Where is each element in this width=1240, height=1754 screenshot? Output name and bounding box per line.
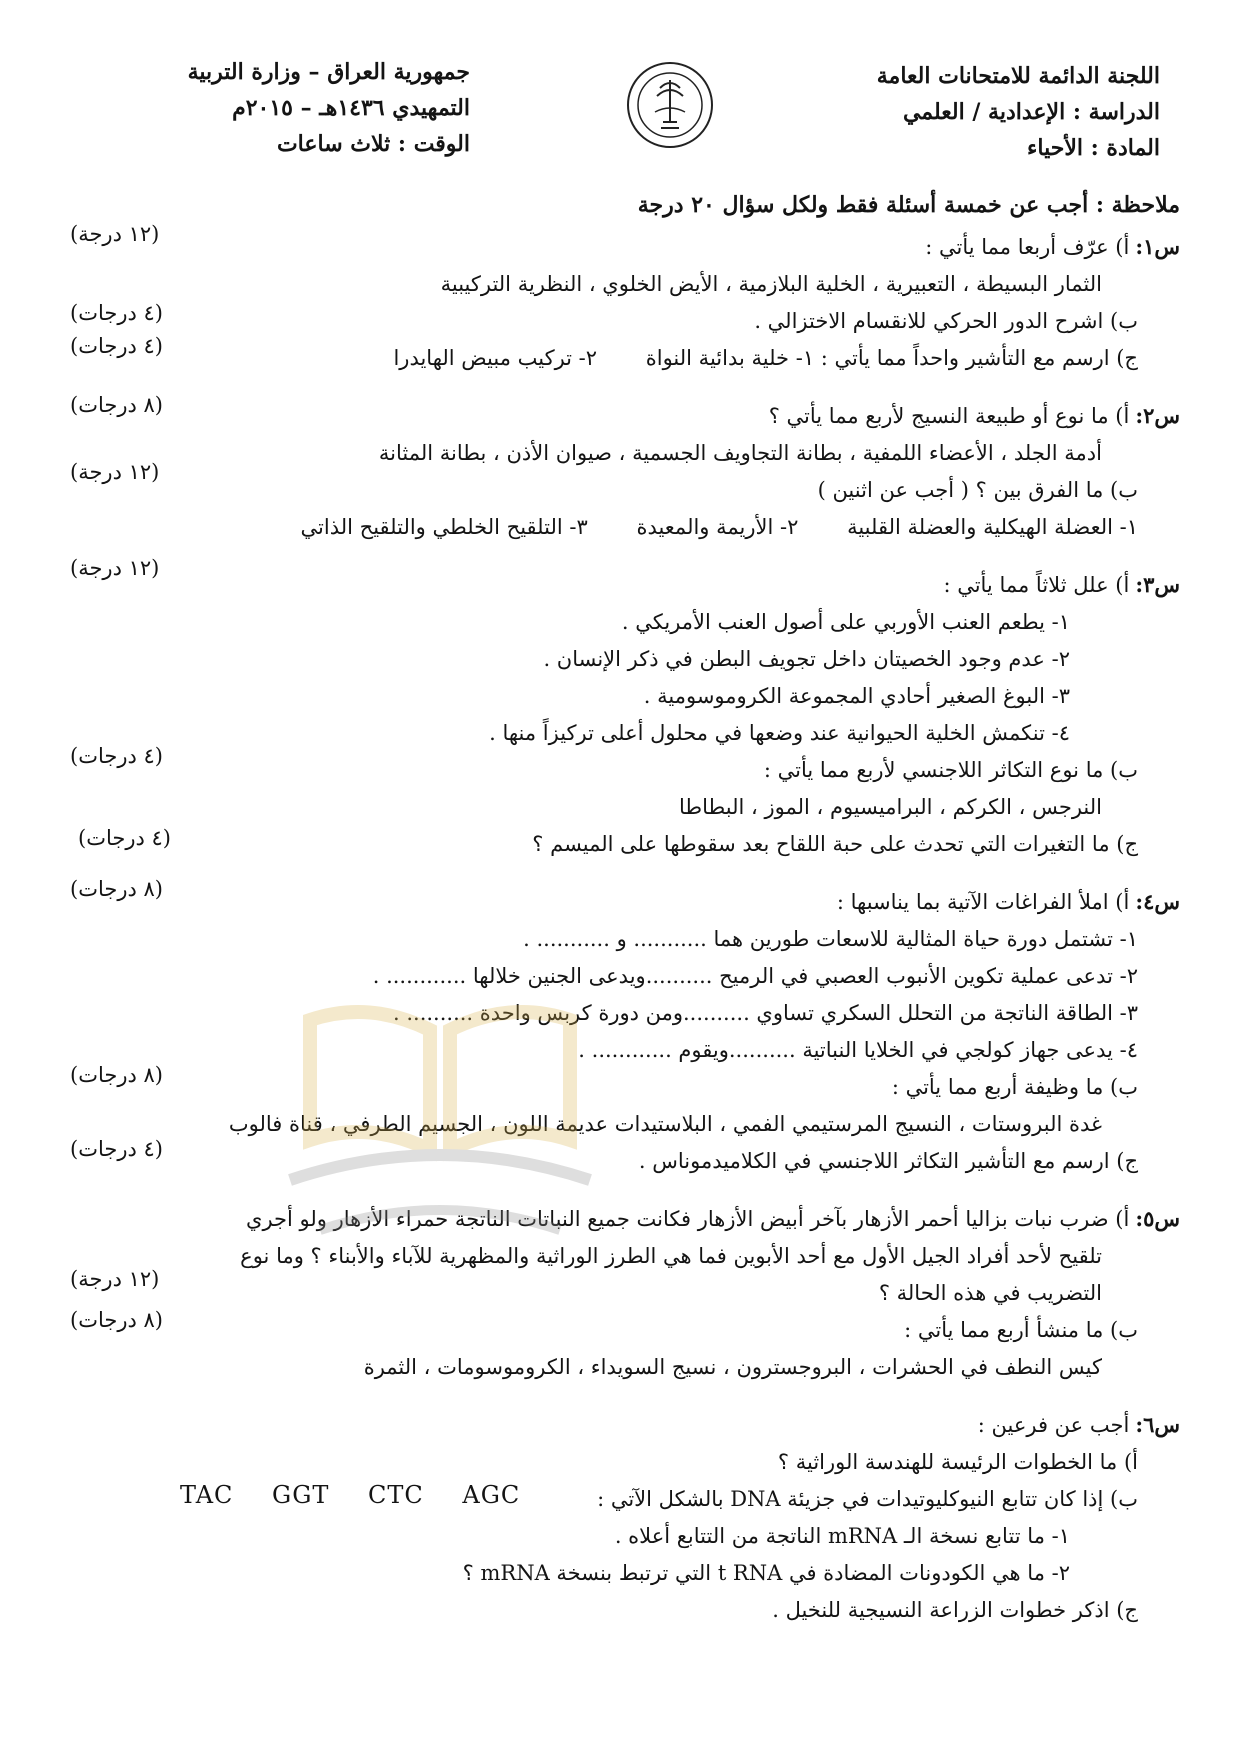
q1-a-items: الثمار البسيطة ، التعبيرية ، الخلية البلازمية ، الأيض الخلوي ، النظرية التركيبية — [440, 272, 1102, 296]
q4-a-text: أ) املأ الفراغات الآتية بما يناسبها : — [836, 890, 1130, 914]
header-right-block — [740, 58, 1160, 166]
subject-name: المادة : الأحياء — [1027, 135, 1160, 161]
q4-c-grade: (٤ درجات) — [70, 1137, 163, 1161]
q4-c-text: ج) ارسم مع التأشير التكاثر اللاجنسي في الكلاميدموناس . — [638, 1149, 1138, 1173]
question-4 — [50, 877, 1180, 1180]
q2-a-grade: (٨ درجات) — [70, 393, 163, 417]
q1-b-text: ب) اشرح الدور الحركي للانقسام الاختزالي . — [754, 309, 1138, 333]
republic-ministry: جمهورية العراق – وزارة التربية — [187, 59, 470, 85]
exam-time: الوقت : ثلاث ساعات — [276, 131, 470, 157]
q3-c-line — [50, 826, 1180, 863]
committee-name: اللجنة الدائمة للامتحانات العامة — [876, 63, 1160, 89]
q4-number: س٤: — [1135, 889, 1180, 914]
q4-a-item2: ٢- تدعى عملية تكوين الأنبوب العصبي في الرميح ..........ويدعى الجنين خلالها ............ . — [372, 964, 1138, 988]
q6-intro: أجب عن فرعين : — [977, 1413, 1130, 1437]
q1-c-text: ج) ارسم مع التأشير واحداً مما يأتي : — [820, 346, 1138, 370]
q1-b-grade: (٤ درجات) — [70, 301, 163, 325]
q6-b-text: ب) إذا كان تتابع النيوكليوتيدات في جزيئة DNA بالشكل الآتي : — [597, 1487, 1138, 1511]
q1-c-item1: ١- خلية بدائية النواة — [645, 346, 815, 370]
q2-b-line — [50, 460, 1180, 509]
q3-a-text: أ) علل ثلاثاً مما يأتي : — [943, 573, 1130, 597]
q2-a-items: أدمة الجلد ، الأعضاء اللمفية ، بطانة التجاويف الجسمية ، صيوان الأذن ، بطانة المثانة — [378, 441, 1102, 465]
q4-b-text: ب) ما وظيفة أربع مما يأتي : — [891, 1075, 1138, 1099]
q3-a-item2: ٢- عدم وجود الخصيتان داخل تجويف البطن في ذكر الإنسان . — [543, 647, 1070, 671]
dna-sequence: TAC GGT CTC AGC — [180, 1481, 521, 1509]
q3-b-text: ب) ما نوع التكاثر اللاجنسي لأربع مما يأتي : — [763, 758, 1138, 782]
q1-b-line — [50, 303, 1180, 340]
question-3 — [50, 556, 1180, 863]
question-5 — [50, 1200, 1180, 1386]
q2-b-grade: (١٢ درجة) — [70, 460, 160, 484]
exam-header — [60, 40, 1180, 180]
q3-number: س٣: — [1135, 572, 1180, 597]
q3-c-grade: (٤ درجات) — [78, 826, 171, 850]
q3-a-item1: ١- يطعم العنب الأوربي على أصول العنب الأمريكي . — [621, 610, 1070, 634]
q6-b-line — [50, 1481, 1180, 1518]
q6-a: أ) ما الخطوات الرئيسة للهندسة الوراثية ؟ — [777, 1450, 1138, 1474]
q1-c-grade: (٤ درجات) — [70, 334, 163, 358]
q1-a-line — [50, 222, 1180, 266]
q4-a-item1: ١- تشتمل دورة حياة المثالية للاسعات طورين هما ........... و ........... . — [523, 927, 1138, 951]
q5-a-grade: (١٢ درجة) — [70, 1267, 160, 1291]
q4-a-line — [50, 877, 1180, 921]
question-2 — [50, 393, 1180, 546]
q5-number: س٥: — [1135, 1206, 1180, 1231]
q5-b-grade: (٨ درجات) — [70, 1308, 163, 1332]
q2-b-item3: ٣- التلقيح الخلطي والتلقيح الذاتي — [300, 515, 588, 539]
q2-a-line — [50, 393, 1180, 435]
q3-b-line — [50, 744, 1180, 789]
q5-a-text1: أ) ضرب نبات بزاليا أحمر الأزهار بآخر أبيض الأزهار فكانت جميع النباتات الناتجة حمراء الأزهار ولو أجري — [246, 1207, 1130, 1231]
study-branch: الدراسة : الإعدادية / العلمي — [902, 99, 1160, 125]
q5-a-line1 — [50, 1200, 1180, 1238]
ministry-seal-icon — [625, 60, 715, 150]
q3-a-item3: ٣- البوغ الصغير أحادي المجموعة الكروموسومية . — [643, 684, 1070, 708]
q3-a-line — [50, 556, 1180, 604]
q4-b-line — [50, 1063, 1180, 1106]
q6-intro-line — [50, 1406, 1180, 1444]
q4-a-item4: ٤- يدعى جهاز كولجي في الخلايا النباتية ..........ويقوم ............ . — [578, 1038, 1138, 1062]
q6-b-item2: ٢- ما هي الكودونات المضادة في t RNA التي ترتبط بنسخة mRNA ؟ — [462, 1561, 1070, 1585]
q2-b-item1: ١- العضلة الهيكلية والعضلة القلبية — [847, 515, 1138, 539]
q1-a-grade: (١٢ درجة) — [70, 222, 160, 246]
exam-body — [50, 192, 1180, 1724]
q1-c-item2: ٢- تركيب مبيض الهايدرا — [393, 346, 598, 370]
exam-note: ملاحظة : أجب عن خمسة أسئلة فقط ولكل سؤال ٢٠ درجة — [637, 192, 1180, 218]
q6-b-item1: ١- ما تتابع نسخة الـ mRNA الناتجة من التتابع أعلاه . — [614, 1524, 1070, 1548]
q4-a-grade: (٨ درجات) — [70, 877, 163, 901]
q3-c-text: ج) ما التغيرات التي تحدث على حبة اللقاح بعد سقوطها على الميسم ؟ — [532, 832, 1138, 856]
q5-b-text: ب) ما منشأ أربع مما يأتي : — [904, 1318, 1138, 1342]
q3-a-grade: (١٢ درجة) — [70, 556, 160, 580]
q4-c-line — [50, 1137, 1180, 1180]
q2-b-items — [50, 509, 1180, 546]
q5-b-line — [50, 1308, 1180, 1349]
q5-a-line3 — [50, 1267, 1180, 1312]
q2-number: س٢: — [1135, 403, 1180, 428]
q3-b-items: النرجس ، الكركم ، البراميسيوم ، الموز ، البطاطا — [679, 795, 1102, 819]
q2-b-text: ب) ما الفرق بين ؟ ( أجب عن اثنين ) — [817, 478, 1138, 502]
q6-number: س٦: — [1135, 1412, 1180, 1437]
q5-a-text3: التضريب في هذه الحالة ؟ — [878, 1281, 1102, 1305]
q5-b-items: كيس النطف في الحشرات ، البروجسترون ، نسيج السويداء ، الكروموسومات ، الثمرة — [363, 1355, 1102, 1379]
q5-a-line2: تلقيح لأحد أفراد الجيل الأول مع أحد الأبوين فما هي الطرز الوراثية والمظهرية للآباء والأبناء ؟ وما نوع — [240, 1244, 1102, 1268]
q4-a-item3: ٣- الطاقة الناتجة من التحلل السكري تساوي ..........ومن دورة كربس واحدة .......... . — [393, 1001, 1138, 1025]
q3-b-grade: (٤ درجات) — [70, 744, 163, 768]
q1-number: س١: — [1135, 234, 1180, 259]
q3-a-item4: ٤- تنكمش الخلية الحيوانية عند وضعها في محلول أعلى تركيزاً منها . — [489, 721, 1070, 745]
q4-b-grade: (٨ درجات) — [70, 1063, 163, 1087]
question-1 — [50, 222, 1180, 377]
question-6 — [50, 1406, 1180, 1629]
header-left-block — [130, 54, 470, 162]
q6-c: ج) اذكر خطوات الزراعة النسيجية للنخيل . — [772, 1598, 1138, 1622]
q1-c-line — [50, 334, 1180, 377]
q4-b-items: غدة البروستات ، النسيج المرستيمي الفمي ، البلاستيدات عديمة اللون ، الجسيم الطرفي ، قناة فالوب — [228, 1112, 1102, 1136]
q2-a-text: أ) ما نوع أو طبيعة النسيج لأربع مما يأتي ؟ — [768, 404, 1130, 428]
q2-b-item2: ٢- الأريمة والمعيدة — [636, 515, 799, 539]
q1-a-text: أ) عرّف أربعا مما يأتي : — [925, 235, 1130, 259]
exam-session: التمهيدي ١٤٣٦هـ – ٢٠١٥م — [232, 95, 470, 121]
